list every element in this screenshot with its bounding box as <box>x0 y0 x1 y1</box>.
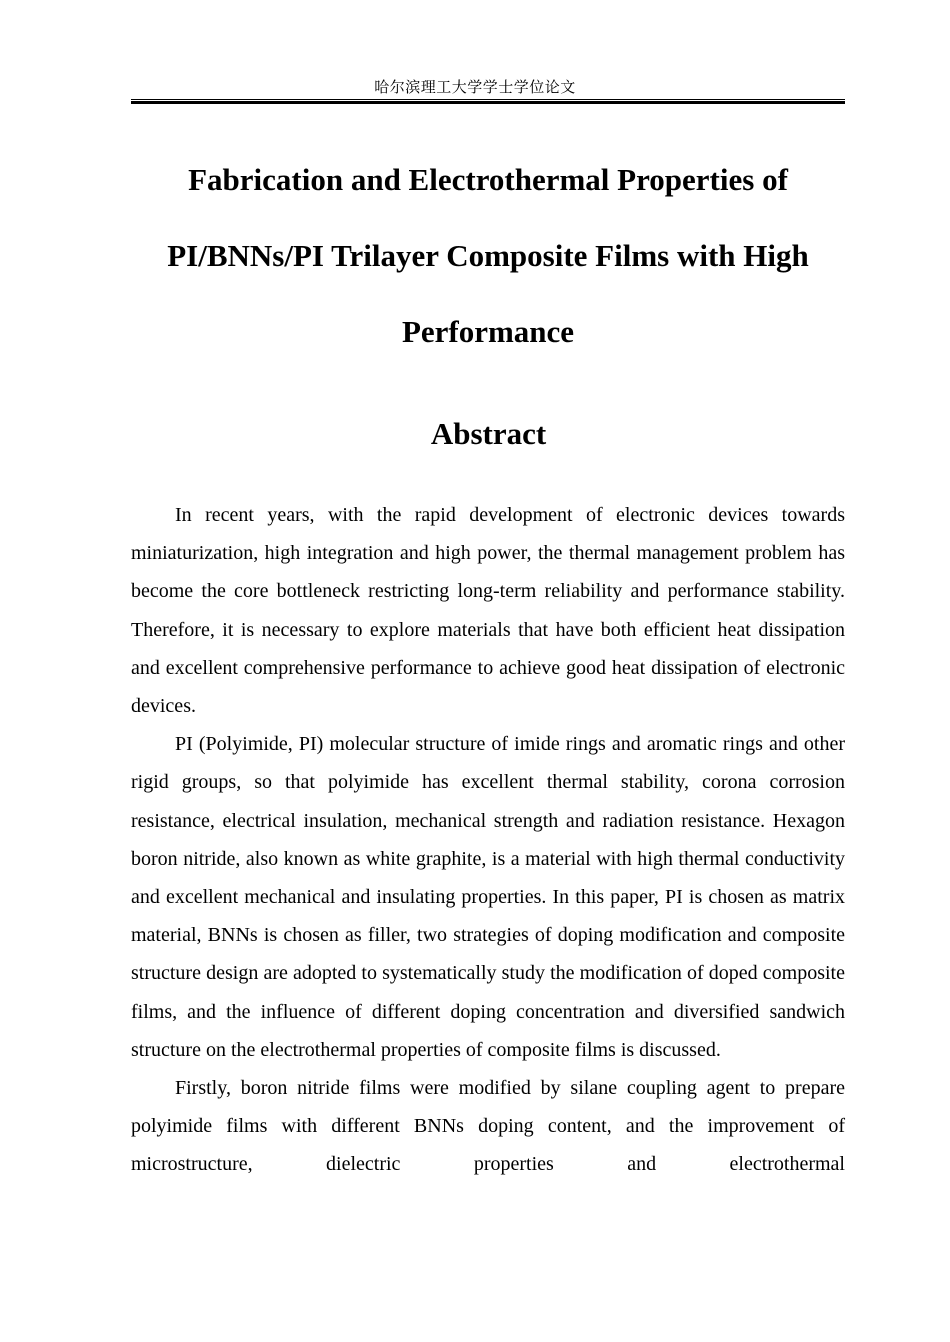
thesis-title <box>131 142 845 370</box>
abstract-paragraph-2: PI (Polyimide, PI) molecular structure of imide rings and aromatic rings and other rigid groups, so that polyimide has excellent thermal stability, corona corrosion resistance, electrical insulation, mechanical strength and radiation resistance. Hexagon boron nitride, also known as white graphite, is a material with high thermal conductivity and excellent mechanical and insulating properties. In this paper, PI is chosen as matrix material, BNNs is chosen as filler, two strategies of doping modification and composite structure design are adopted to systematically study the modification of doped composite films, and the influence of different doping concentration and diversified sandwich structure on the electrothermal properties of composite films is discussed. <box>131 733 845 1061</box>
running-header: 哈尔滨理工大学学士学位论文 <box>374 80 576 96</box>
abstract-paragraph-3: Firstly, boron nitride films were modified by silane coupling agent to prepare polyimide films with different BNNs doping content, and the improvement of microstructure, dielectric properties and electrothermal <box>131 1077 845 1176</box>
abstract-heading: Abstract <box>430 416 547 451</box>
abstract-body <box>131 496 845 1184</box>
thesis-title-line-2: PI/BNNs/PI Trilayer Composite Films with High <box>167 238 809 273</box>
abstract-paragraph-1: In recent years, with the rapid development of electronic devices towards miniaturization, high integration and high power, the thermal management problem has become the core bottleneck restricting long-term reliability and performance stability. Therefore, it is necessary to explore materials that have both efficient heat dissipation and excellent comprehensive performance to achieve good heat dissipation of electronic devices. <box>131 504 845 718</box>
header-rule-thin <box>131 99 845 100</box>
thesis-title-line-3: Performance <box>401 314 575 349</box>
thesis-title-line-1: Fabrication and Electrothermal Properties of <box>188 162 788 197</box>
header-rule-thick <box>131 101 845 104</box>
